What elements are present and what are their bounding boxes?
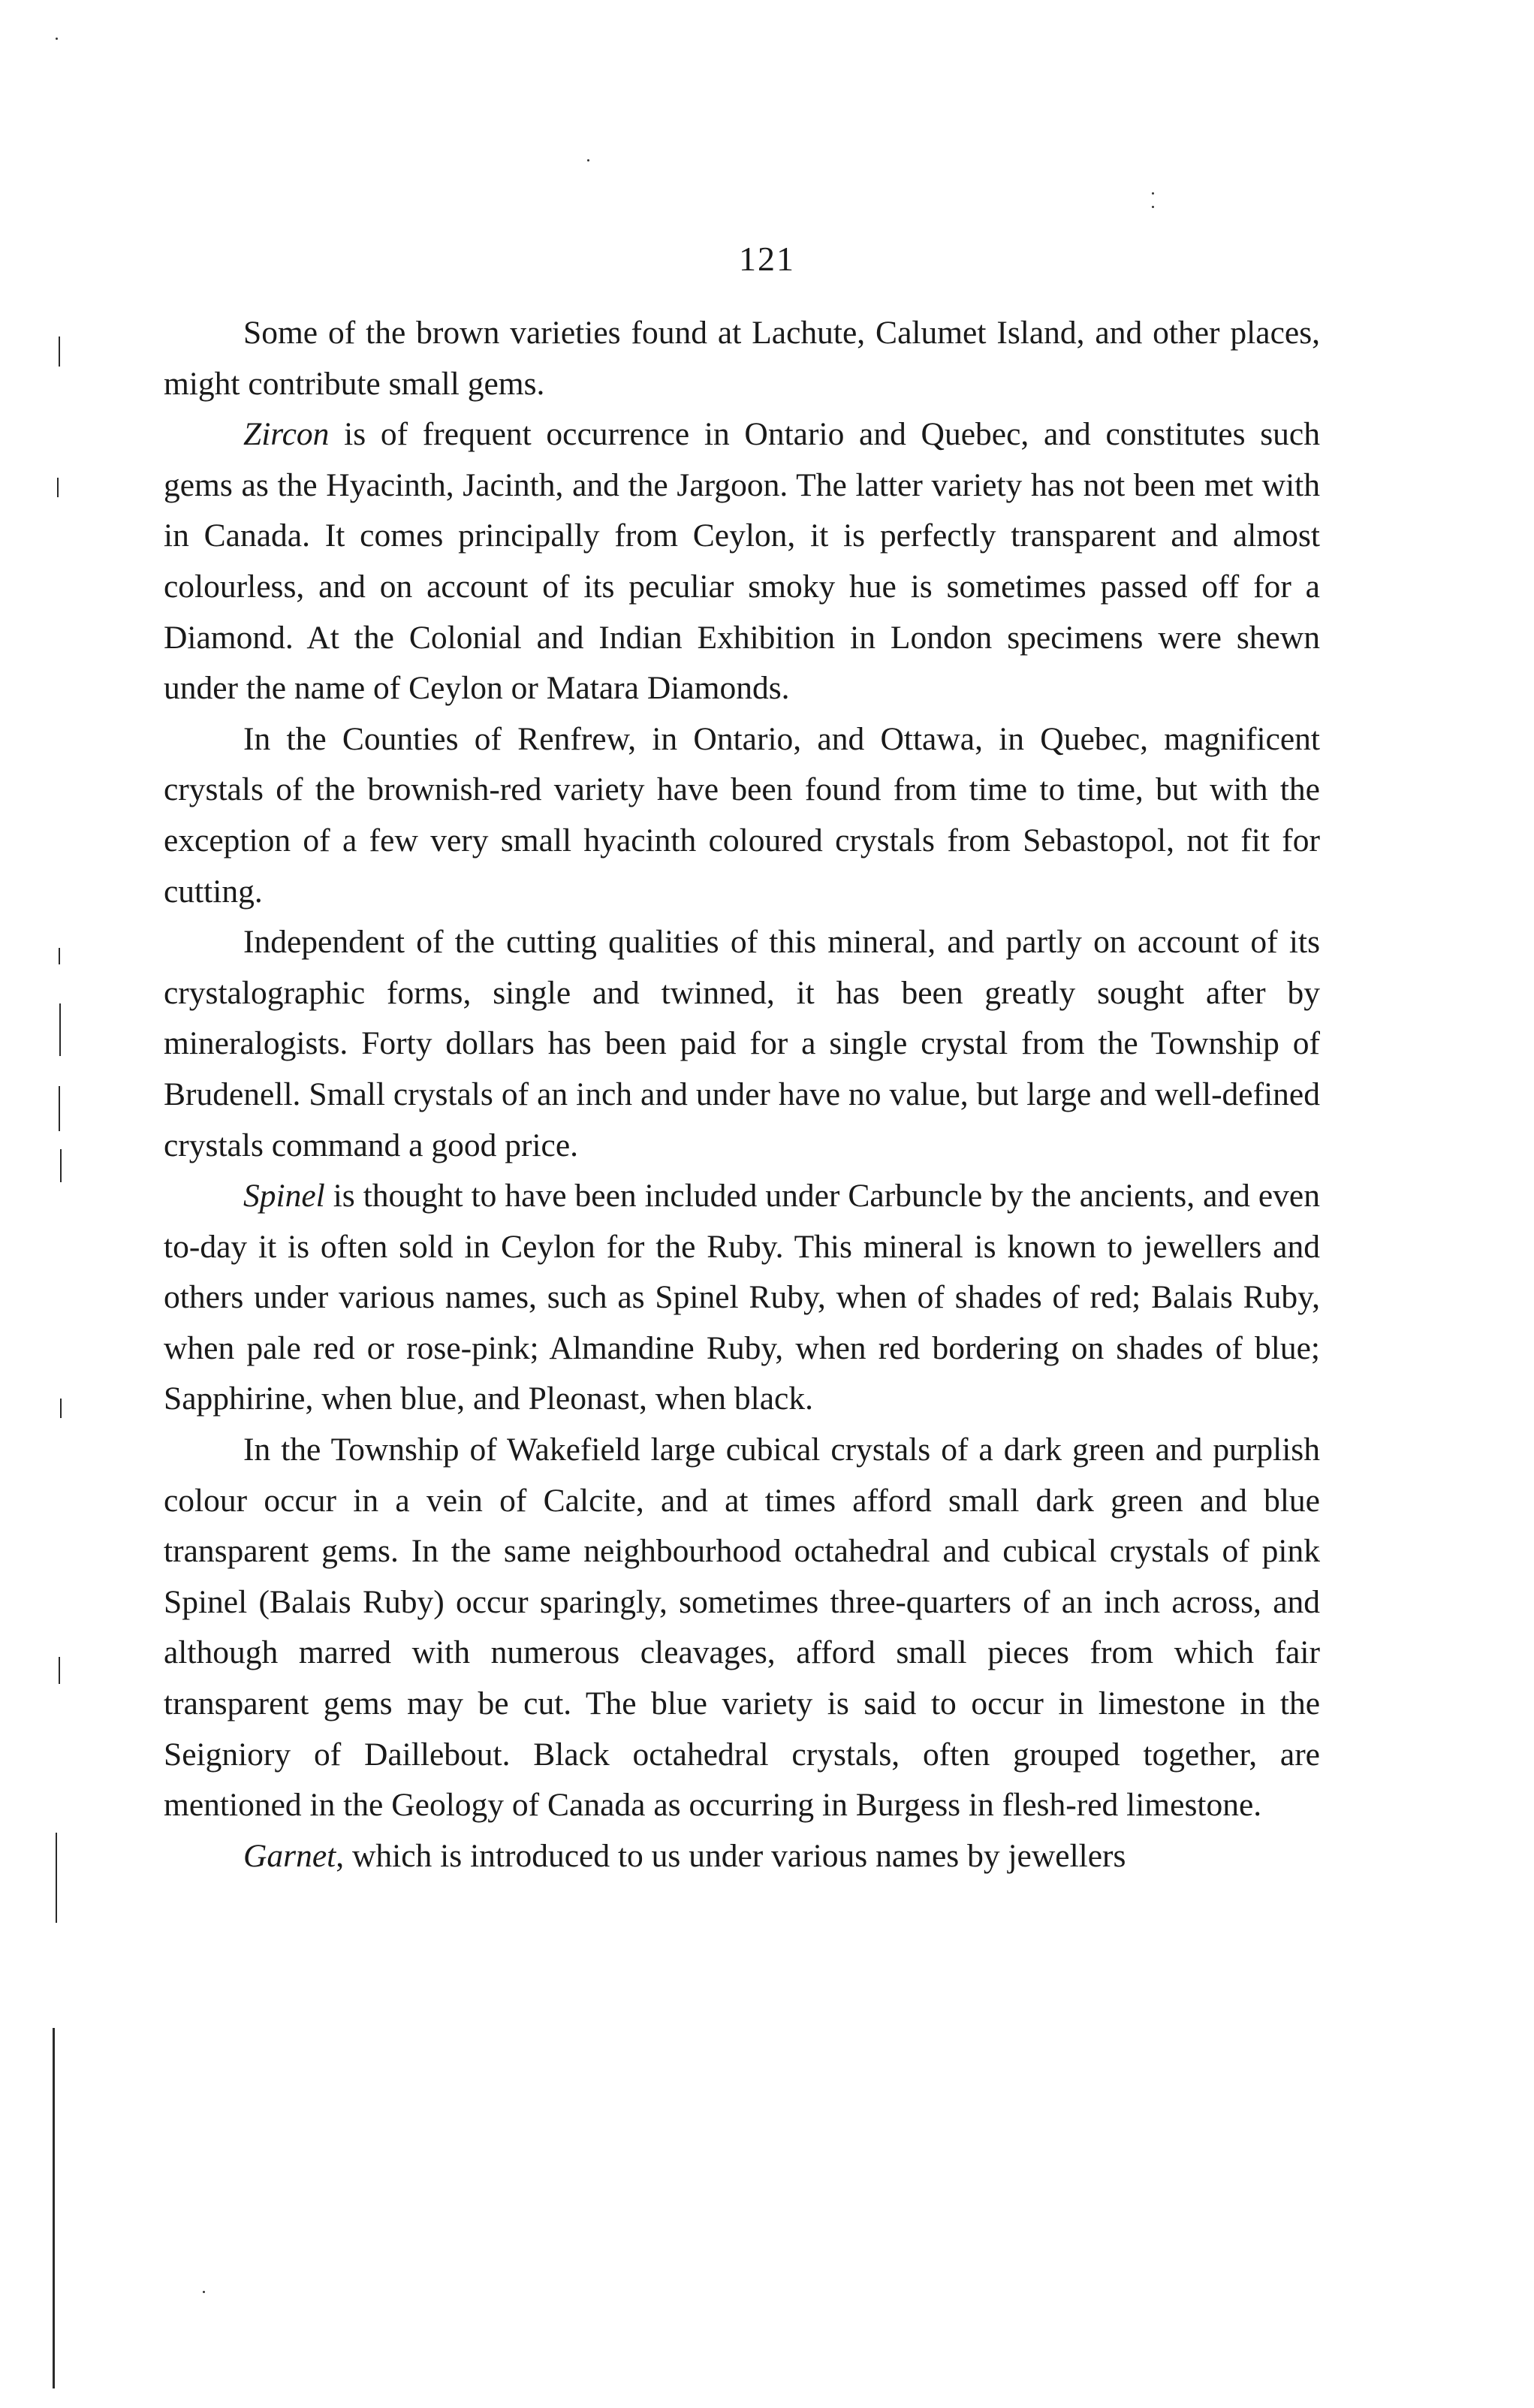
body-text	[164, 308, 1320, 1881]
paragraph-text: Independent of the cutting qualities of this mineral, and partly on account of its crystalographic forms, single and twinned, it has been greatly sought after by mineralogists. Forty dollars has been paid for a single crystal from the Township of Brudenell. Small crystals of an inch and under have no value, but large and well-defined crystals command a good price.	[164, 924, 1320, 1163]
paragraph-lead-italic: Zircon	[243, 416, 330, 453]
scan-margin-mark	[60, 1399, 62, 1418]
paragraph-spinel	[164, 1171, 1320, 1425]
scan-margin-mark	[57, 478, 59, 497]
scan-margin-mark	[59, 1086, 60, 1131]
scan-margin-mark	[59, 1003, 61, 1056]
paragraph-wakefield	[164, 1425, 1320, 1831]
paragraph-text: is of frequent occurrence in Ontario and Quebec, and constitutes such gems as the Hyacinth, Jacinth, and the Jargoon. The latter variety has not been met with in Canada. It comes principally from Ceylon, it is perfectly transparent and almost colourless, and on account of its peculiar smoky hue is sometimes passed off for a Diamond. At the Colonial and Indian Exhibition in London specimens were shewn under the name of Ceylon or Matara Diamonds.	[164, 416, 1320, 707]
scan-margin-mark	[53, 2028, 55, 2388]
scan-margin-mark	[59, 1657, 60, 1684]
scan-speck	[1152, 206, 1154, 208]
paragraph-text: is thought to have been included under Carbuncle by the ancients, and even to-day it is often sold in Ceylon for the Ruby. This mineral is known to jewellers and others under various names, such as Spinel Ruby, when of shades of red; Balais Ruby, when pale red or rose-pink; Almandine Ruby, when red bordering on shades of blue; Sapphirine, when blue, and Pleonast, when black.	[164, 1178, 1320, 1417]
page-number: 121	[739, 240, 795, 278]
paragraph-text: , which is introduced to us under various names by jewellers	[336, 1837, 1126, 1874]
paragraph-lachute	[164, 308, 1320, 409]
paragraph-renfrew	[164, 714, 1320, 917]
paragraph-lead-italic: Spinel	[243, 1178, 325, 1215]
scan-speck	[56, 38, 58, 40]
scan-speck	[203, 2291, 205, 2293]
paragraph-lead-italic: Garnet	[243, 1837, 336, 1874]
scan-margin-mark	[59, 336, 60, 367]
scan-margin-mark	[59, 948, 60, 964]
paragraph-text: Some of the brown varieties found at Lachute, Calumet Island, and other places, might contribute small gems.	[164, 315, 1320, 402]
scan-speck	[1152, 192, 1154, 195]
paragraph-text: In the Counties of Renfrew, in Ontario, and Ottawa, in Quebec, magnificent crystals of the brownish-red variety have been found from time to time, but with the exception of a few very small hyacinth coloured crystals from Sebastopol, not fit for cutting.	[164, 720, 1320, 910]
scan-margin-mark	[56, 1833, 57, 1923]
paragraph-text: In the Township of Wakefield large cubical crystals of a dark green and purplish colour occur in a vein of Calcite, and at times afford small dark green and blue transparent gems. In the same neighbourhood octahedral and cubical crystals of pink Spinel (Balais Ruby) occur sparingly, sometimes three-quarters of an inch across, and although marred with numerous cleavages, afford small pieces from which fair transparent gems may be cut. The blue variety is said to occur in limestone in the Seigniory of Daillebout. Black octahedral crystals, often grouped together, are mentioned in the Geology of Canada as occurring in Burgess in flesh-red limestone.	[164, 1432, 1320, 1824]
paragraph-garnet	[164, 1831, 1320, 1882]
scan-speck	[587, 159, 589, 161]
paragraph-zircon	[164, 409, 1320, 714]
paragraph-cutting-qualities	[164, 917, 1320, 1171]
scan-margin-mark	[60, 1149, 62, 1182]
